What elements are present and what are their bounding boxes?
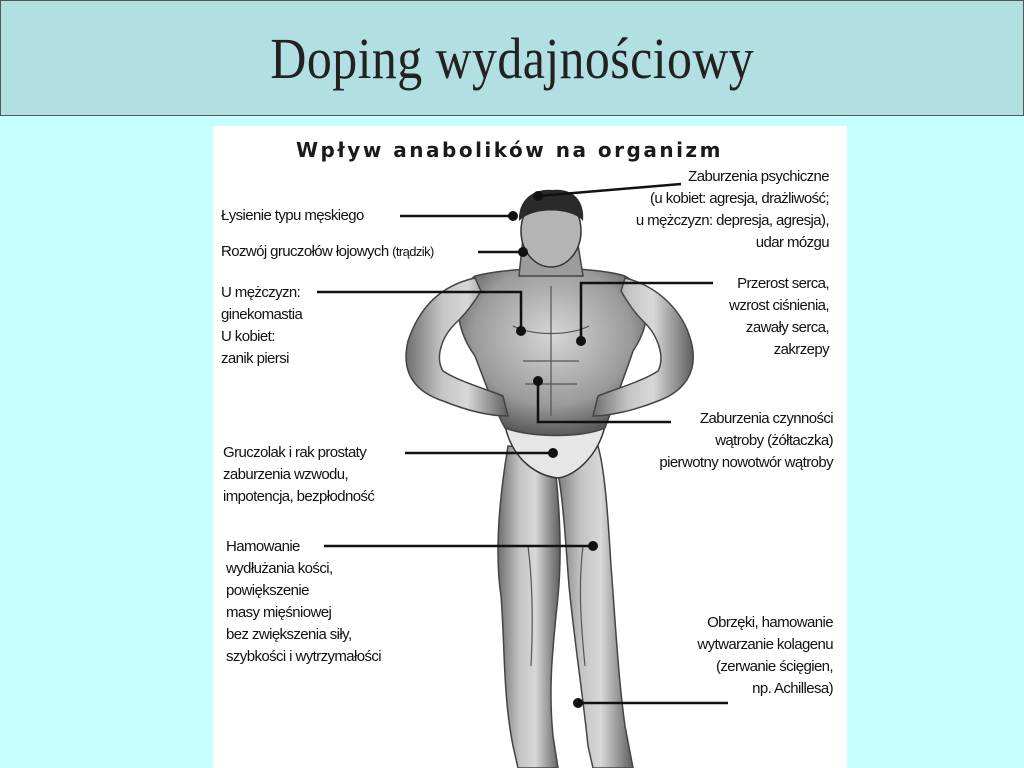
anabolic-effects-figure xyxy=(213,126,847,768)
label-gruczoly: Rozwój gruczołów łojowych (trądzik) xyxy=(221,243,434,260)
label-serce: Przerost serca, wzrost ciśnienia, zawały serca, zakrzepy xyxy=(729,275,829,358)
label-kosci: Hamowanie wydłużania kości, powiększenie masy mięśniowej bez zwiększenia siły, szybkości i wytrzymałości xyxy=(226,538,382,665)
label-prostata: Gruczolak i rak prostaty zaburzenia wzwodu, impotencja, bezpłodność xyxy=(223,444,375,505)
label-lysienie: Łysienie typu męskiego xyxy=(221,207,364,224)
label-piersi: U mężczyzn: ginekomastia U kobiet: zanik piersi xyxy=(221,284,303,367)
label-psychiczne: Zaburzenia psychiczne (u kobiet: agresja, drażliwość; u mężczyzn: depresja, agresja), udar mózgu xyxy=(635,168,829,251)
body-silhouette xyxy=(406,190,693,768)
figure-title: Wpływ anabolików na organizm xyxy=(296,138,723,162)
label-obrzeki: Obrzęki, hamowanie wytwarzanie kolagenu (zerwanie ścięgien, np. Achillesa) xyxy=(697,614,833,697)
slide-title: Doping wydajnościowy xyxy=(270,25,754,91)
label-watroba: Zaburzenia czynności wątroby (żółtaczka) pierwotny nowotwór wątroby xyxy=(659,410,833,471)
title-bar xyxy=(0,0,1024,116)
